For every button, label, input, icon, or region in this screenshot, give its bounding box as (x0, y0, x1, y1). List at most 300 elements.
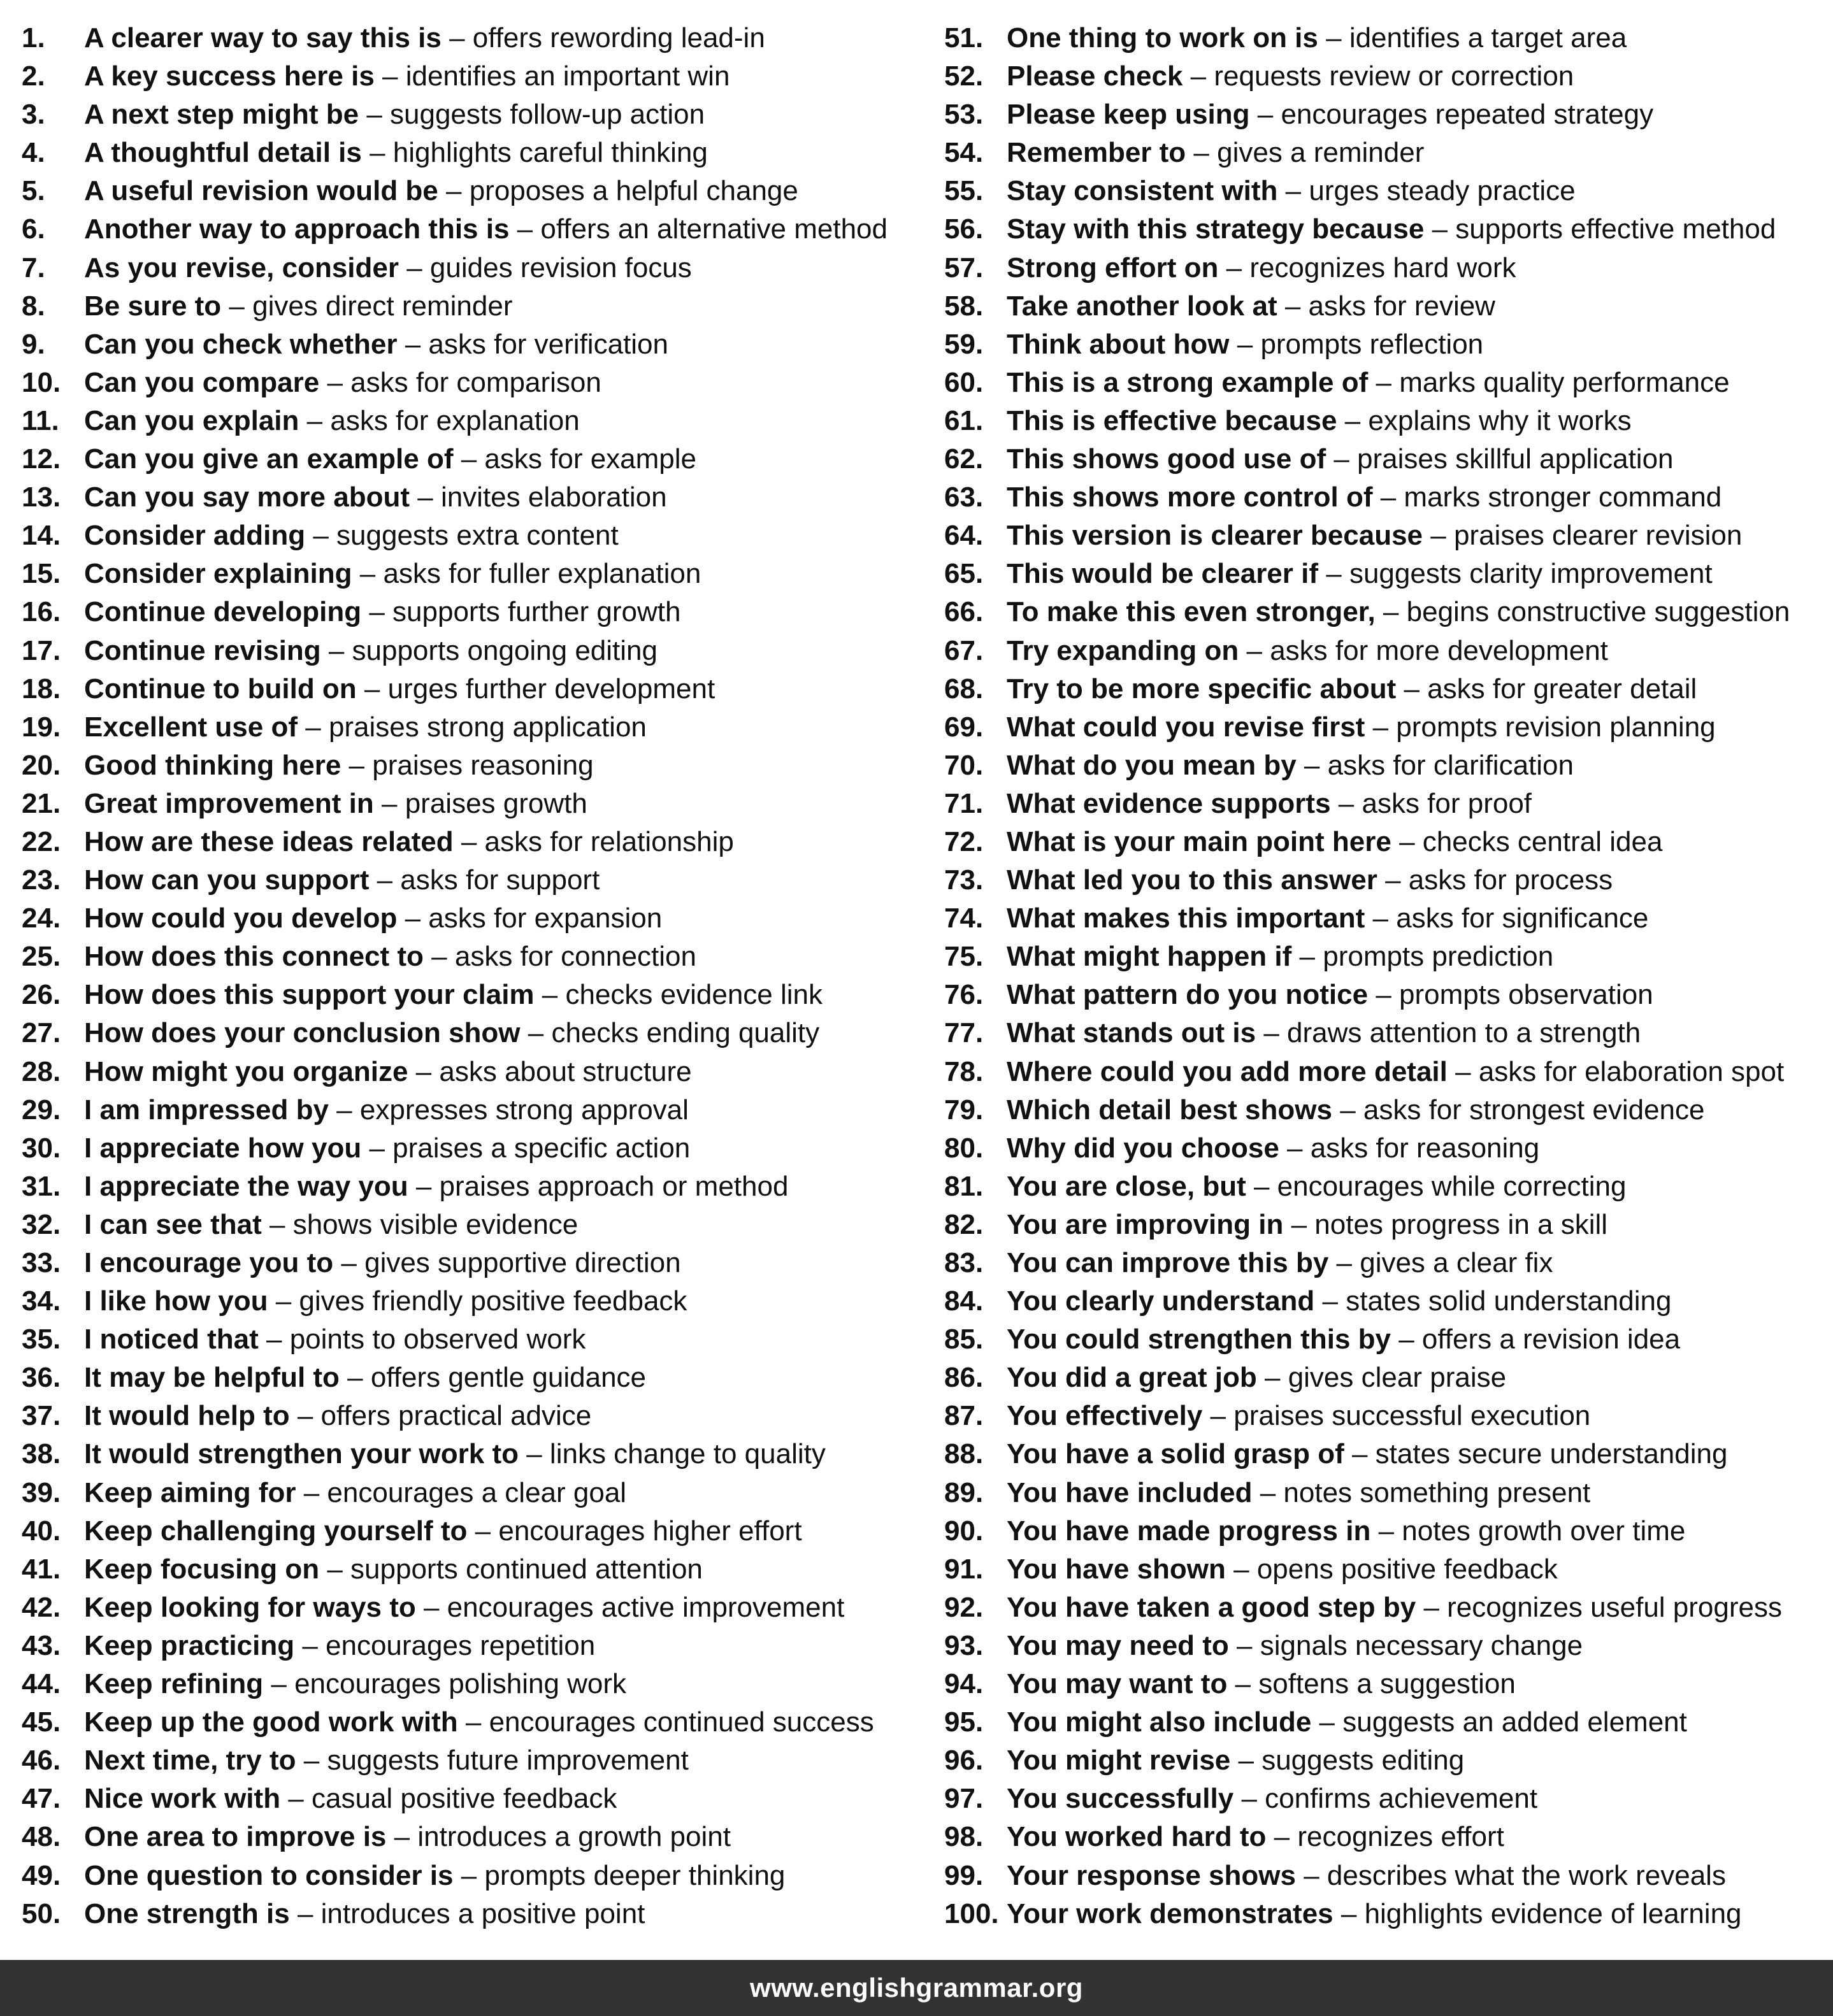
item-phrase: How might you organize (84, 1055, 408, 1087)
item-text (84, 1741, 689, 1780)
item-number: 94. (944, 1668, 984, 1700)
item-text (84, 1780, 617, 1818)
item-description: checks central idea (1422, 826, 1663, 857)
item-text (84, 1665, 626, 1703)
item-text (1007, 249, 1516, 287)
item-number: 23. (22, 864, 61, 896)
item-phrase: What stands out is (1007, 1017, 1256, 1049)
item-phrase: Your response shows (1007, 1859, 1296, 1891)
item-separator: – (1252, 1476, 1284, 1508)
item-description: points to observed work (289, 1324, 586, 1355)
item-text (84, 632, 658, 670)
list-item (944, 1053, 1833, 1091)
item-description: asks for connection (454, 941, 696, 973)
item-description: checks evidence link (565, 979, 823, 1011)
list-item (22, 325, 939, 364)
item-phrase: It would help to (84, 1400, 290, 1432)
item-separator: – (319, 1553, 351, 1585)
list-item (944, 1741, 1833, 1780)
list-item (22, 402, 939, 440)
item-text (84, 1206, 578, 1244)
item-description: signals necessary change (1260, 1629, 1583, 1661)
item-phrase: A clearer way to say this is (84, 22, 442, 54)
item-text (1007, 708, 1716, 747)
item-separator: – (1218, 252, 1250, 283)
item-text (1007, 593, 1790, 631)
item-phrase: You are close, but (1007, 1170, 1246, 1202)
item-phrase: You have included (1007, 1476, 1253, 1508)
item-number: 46. (22, 1745, 61, 1777)
item-number: 32. (22, 1208, 61, 1240)
item-text (84, 19, 765, 57)
item-text (84, 1818, 731, 1856)
item-separator: – (1256, 1017, 1288, 1049)
item-separator: – (263, 1668, 295, 1700)
item-phrase: Strong effort on (1007, 252, 1219, 283)
item-text (84, 1703, 874, 1741)
item-description: notes progress in a skill (1314, 1208, 1608, 1240)
item-separator: – (457, 1706, 489, 1738)
item-description: introduces a growth point (417, 1821, 731, 1853)
item-number: 59. (944, 328, 984, 360)
item-number: 15. (22, 558, 61, 590)
item-number: 75. (944, 941, 984, 973)
item-description: gives supportive direction (364, 1247, 681, 1278)
list-item (944, 57, 1833, 96)
list-item (944, 1359, 1833, 1397)
item-description: explains why it works (1368, 404, 1632, 436)
list-item (944, 861, 1833, 899)
list-item (944, 1206, 1833, 1244)
item-phrase: This would be clearer if (1007, 558, 1319, 590)
item-number: 64. (944, 520, 984, 552)
item-separator: – (289, 1898, 321, 1929)
item-number: 90. (944, 1515, 984, 1547)
item-description: asks for relationship (484, 826, 734, 857)
item-text (84, 861, 600, 899)
item-number: 43. (22, 1629, 61, 1661)
list-item (944, 1435, 1833, 1473)
item-phrase: Try expanding on (1007, 634, 1239, 666)
item-description: draws attention to a strength (1287, 1017, 1641, 1049)
item-separator: – (328, 1094, 360, 1126)
item-separator: – (1296, 749, 1328, 781)
item-number: 96. (944, 1745, 984, 1777)
item-separator: – (374, 61, 406, 92)
item-phrase: You are improving in (1007, 1208, 1284, 1240)
list-item (944, 785, 1833, 823)
item-number: 39. (22, 1476, 61, 1508)
item-description: states secure understanding (1375, 1438, 1728, 1470)
item-text (1007, 899, 1648, 938)
list-item (944, 1014, 1833, 1052)
item-phrase: This is effective because (1007, 404, 1337, 436)
item-separator: – (1311, 1706, 1343, 1738)
item-text (84, 823, 734, 861)
item-number: 19. (22, 711, 61, 743)
item-text (1007, 1895, 1742, 1933)
list-item (22, 19, 939, 57)
list-item (22, 1857, 939, 1895)
item-text (84, 364, 601, 402)
item-description: asks for greater detail (1427, 673, 1697, 704)
item-text (1007, 1703, 1687, 1741)
item-number: 66. (944, 596, 984, 628)
item-description: expresses strong approval (359, 1094, 689, 1126)
item-phrase: One thing to work on is (1007, 22, 1318, 54)
item-phrase: You have a solid grasp of (1007, 1438, 1344, 1470)
list-item (944, 899, 1833, 938)
item-text (1007, 747, 1574, 785)
item-description: suggests editing (1262, 1745, 1465, 1777)
item-separator: – (333, 1247, 365, 1278)
list-item (22, 1320, 939, 1359)
item-phrase: You have taken a good step by (1007, 1591, 1416, 1623)
item-phrase: What evidence supports (1007, 787, 1331, 819)
item-separator: – (1447, 1055, 1479, 1087)
item-phrase: How can you support (84, 864, 370, 896)
item-separator: – (1391, 826, 1423, 857)
item-number: 7. (22, 252, 45, 283)
list-item (22, 1703, 939, 1741)
item-description: requests review or correction (1214, 61, 1574, 92)
item-text (1007, 210, 1776, 248)
list-item (944, 1550, 1833, 1589)
item-description: praises approach or method (439, 1170, 789, 1202)
item-phrase: Great improvement in (84, 787, 374, 819)
item-phrase: I am impressed by (84, 1094, 329, 1126)
item-number: 37. (22, 1400, 61, 1432)
item-separator: – (1337, 404, 1369, 436)
item-phrase: Consider adding (84, 520, 306, 552)
item-separator: – (261, 1208, 293, 1240)
item-text (84, 478, 667, 517)
item-phrase: What pattern do you notice (1007, 979, 1369, 1011)
list-item (22, 172, 939, 210)
item-description: guides revision focus (429, 252, 692, 283)
item-number: 71. (944, 787, 984, 819)
item-description: encourages polishing work (294, 1668, 627, 1700)
item-text (1007, 1550, 1558, 1589)
item-phrase: A useful revision would be (84, 175, 438, 207)
list-item (22, 1818, 939, 1856)
item-description: notes growth over time (1402, 1515, 1686, 1547)
item-number: 88. (944, 1438, 984, 1470)
item-description: softens a suggestion (1258, 1668, 1516, 1700)
item-separator: – (453, 443, 485, 475)
list-item (944, 325, 1833, 364)
item-text (1007, 670, 1697, 708)
item-number: 10. (22, 366, 61, 398)
item-description: asks for comparison (350, 366, 601, 398)
item-phrase: One area to improve is (84, 1821, 387, 1853)
list-item (944, 1627, 1833, 1665)
item-description: notes something present (1283, 1476, 1591, 1508)
item-phrase: Keep up the good work with (84, 1706, 458, 1738)
list-item (22, 1741, 939, 1780)
item-description: suggests extra content (336, 520, 619, 552)
item-description: praises skillful application (1357, 443, 1674, 475)
item-number: 1. (22, 22, 45, 54)
item-number: 77. (944, 1017, 984, 1049)
list-item (944, 670, 1833, 708)
item-separator: – (1372, 482, 1404, 513)
list-item (22, 287, 939, 325)
item-phrase: A next step might be (84, 99, 359, 131)
item-number: 67. (944, 634, 984, 666)
item-number: 8. (22, 290, 45, 322)
item-text (84, 1282, 687, 1320)
item-separator: – (1396, 673, 1428, 704)
item-separator: – (1377, 864, 1409, 896)
list-item (22, 899, 939, 938)
list-item (944, 478, 1833, 517)
item-text (1007, 823, 1662, 861)
list-item (22, 1512, 939, 1550)
list-item (944, 402, 1833, 440)
item-text (1007, 632, 1608, 670)
item-text (84, 1053, 692, 1091)
item-description: states solid understanding (1346, 1285, 1672, 1317)
item-text (84, 287, 512, 325)
item-text (84, 1397, 591, 1435)
list-item (944, 1129, 1833, 1168)
item-number: 21. (22, 787, 61, 819)
item-phrase: Excellent use of (84, 711, 298, 743)
item-text (84, 1359, 646, 1397)
list-item (22, 632, 939, 670)
list-item (22, 57, 939, 96)
item-text (84, 1589, 844, 1627)
item-separator: – (361, 1132, 393, 1164)
item-phrase: One question to consider is (84, 1859, 454, 1891)
item-phrase: I encourage you to (84, 1247, 334, 1278)
item-number: 26. (22, 979, 61, 1011)
item-phrase: Please keep using (1007, 99, 1250, 131)
item-description: highlights evidence of learning (1364, 1898, 1742, 1929)
list-item (22, 1895, 939, 1933)
item-phrase: Another way to approach this is (84, 213, 510, 245)
item-text (1007, 1741, 1464, 1780)
item-description: proposes a helpful change (469, 175, 798, 207)
item-text (1007, 976, 1653, 1014)
item-number: 9. (22, 328, 45, 360)
item-description: encourages repetition (326, 1629, 596, 1661)
item-separator: – (1332, 1094, 1363, 1126)
item-text (1007, 517, 1742, 555)
item-separator: – (289, 1400, 321, 1432)
item-number: 98. (944, 1821, 984, 1853)
item-separator: – (467, 1515, 499, 1547)
list-item (22, 96, 939, 134)
item-description: offers gentle guidance (370, 1362, 647, 1394)
item-text (1007, 1818, 1504, 1856)
item-number: 20. (22, 749, 61, 781)
item-description: prompts observation (1399, 979, 1653, 1011)
item-description: introduces a positive point (320, 1898, 645, 1929)
list-item (944, 976, 1833, 1014)
item-phrase: How does this connect to (84, 941, 424, 973)
item-number: 22. (22, 826, 61, 857)
list-item (944, 1589, 1833, 1627)
item-number: 5. (22, 175, 45, 207)
item-description: urges further development (387, 673, 715, 704)
item-separator: – (1328, 1247, 1360, 1278)
right-column (944, 19, 1833, 1933)
item-text (84, 134, 708, 172)
item-text (1007, 96, 1653, 134)
item-number: 31. (22, 1170, 61, 1202)
item-phrase: Can you give an example of (84, 443, 454, 475)
item-description: asks for clarification (1327, 749, 1574, 781)
list-item (22, 1474, 939, 1512)
item-separator: – (1266, 1821, 1298, 1853)
item-number: 13. (22, 482, 61, 513)
item-separator: – (361, 596, 393, 628)
item-text (1007, 1397, 1590, 1435)
item-separator: – (397, 328, 429, 360)
list-item (944, 1397, 1833, 1435)
list-item (22, 517, 939, 555)
item-phrase: You worked hard to (1007, 1821, 1267, 1853)
item-number: 27. (22, 1017, 61, 1049)
item-phrase: This shows more control of (1007, 482, 1373, 513)
item-phrase: A key success here is (84, 61, 375, 92)
list-item (944, 1168, 1833, 1206)
item-separator: – (423, 941, 455, 973)
item-phrase: You have made progress in (1007, 1515, 1371, 1547)
item-description: asks for fuller explanation (383, 558, 701, 590)
item-phrase: How are these ideas related (84, 826, 454, 857)
item-text (84, 976, 823, 1014)
item-separator: – (352, 558, 384, 590)
item-phrase: One strength is (84, 1898, 290, 1929)
item-number: 57. (944, 252, 984, 283)
item-phrase: Which detail best shows (1007, 1094, 1332, 1126)
item-separator: – (520, 1017, 552, 1049)
item-description: invites elaboration (440, 482, 667, 513)
item-phrase: It would strengthen your work to (84, 1438, 519, 1470)
item-phrase: Keep refining (84, 1668, 264, 1700)
item-text (1007, 1474, 1590, 1512)
item-number: 49. (22, 1859, 61, 1891)
phrase-list (0, 19, 1833, 1930)
item-description: asks for example (484, 443, 696, 475)
item-phrase: Be sure to (84, 290, 222, 322)
item-description: urges steady practice (1309, 175, 1576, 207)
item-text (1007, 19, 1627, 57)
list-item (22, 134, 939, 172)
item-phrase: Keep focusing on (84, 1553, 320, 1585)
item-description: offers an alternative method (540, 213, 888, 245)
item-description: encourages repeated strategy (1281, 99, 1654, 131)
item-description: casual positive feedback (312, 1783, 617, 1815)
list-item (22, 1091, 939, 1129)
list-item (944, 172, 1833, 210)
list-item (22, 1014, 939, 1052)
item-separator: – (305, 520, 337, 552)
item-number: 45. (22, 1706, 61, 1738)
item-number: 85. (944, 1324, 984, 1355)
item-text (84, 1550, 703, 1589)
item-text (1007, 1512, 1685, 1550)
list-item (22, 249, 939, 287)
item-number: 61. (944, 404, 984, 436)
item-number: 12. (22, 443, 61, 475)
item-description: asks for verification (428, 328, 668, 360)
item-description: gives a reminder (1217, 137, 1425, 169)
item-description: asks for reasoning (1310, 1132, 1540, 1164)
item-phrase: Keep challenging yourself to (84, 1515, 468, 1547)
list-item (944, 1895, 1833, 1933)
item-text (1007, 402, 1632, 440)
item-separator: – (1368, 366, 1400, 398)
item-text (84, 747, 594, 785)
item-description: encourages higher effort (498, 1515, 802, 1547)
item-text (84, 249, 692, 287)
item-separator: – (1182, 61, 1214, 92)
item-separator: – (1375, 596, 1407, 628)
item-description: praises a specific action (392, 1132, 691, 1164)
item-number: 38. (22, 1438, 61, 1470)
item-description: prompts reflection (1260, 328, 1484, 360)
item-number: 53. (944, 99, 984, 131)
list-item (22, 593, 939, 631)
item-description: praises strong application (328, 711, 647, 743)
list-item (22, 1397, 939, 1435)
item-description: praises successful execution (1233, 1400, 1591, 1432)
list-item (22, 1550, 939, 1589)
item-number: 72. (944, 826, 984, 857)
item-phrase: Keep looking for ways to (84, 1591, 416, 1623)
item-description: gives a clear fix (1360, 1247, 1553, 1278)
item-description: prompts prediction (1323, 941, 1554, 973)
item-phrase: Keep aiming for (84, 1476, 296, 1508)
item-phrase: Continue revising (84, 634, 321, 666)
item-description: identifies an important win (405, 61, 730, 92)
item-text (84, 1320, 586, 1359)
list-item (944, 210, 1833, 248)
item-number: 29. (22, 1094, 61, 1126)
item-separator: – (1239, 634, 1270, 666)
item-number: 70. (944, 749, 984, 781)
item-number: 92. (944, 1591, 984, 1623)
item-number: 4. (22, 137, 45, 169)
item-description: asks about structure (439, 1055, 692, 1087)
item-separator: – (399, 252, 430, 283)
list-item (22, 708, 939, 747)
item-text (1007, 555, 1713, 593)
item-description: praises growth (405, 787, 587, 819)
item-description: suggests an added element (1342, 1706, 1687, 1738)
item-phrase: Take another look at (1007, 290, 1277, 322)
item-separator: – (1314, 1285, 1346, 1317)
item-separator: – (408, 1170, 440, 1202)
item-text (84, 593, 680, 631)
item-number: 55. (944, 175, 984, 207)
item-number: 80. (944, 1132, 984, 1164)
item-number: 93. (944, 1629, 984, 1661)
list-item (944, 593, 1833, 631)
item-number: 41. (22, 1553, 61, 1585)
item-separator: – (1186, 137, 1218, 169)
list-item (944, 287, 1833, 325)
item-separator: – (519, 1438, 550, 1470)
item-phrase: Can you compare (84, 366, 320, 398)
item-number: 6. (22, 213, 45, 245)
item-phrase: Stay with this strategy because (1007, 213, 1425, 245)
item-separator: – (1229, 328, 1261, 360)
